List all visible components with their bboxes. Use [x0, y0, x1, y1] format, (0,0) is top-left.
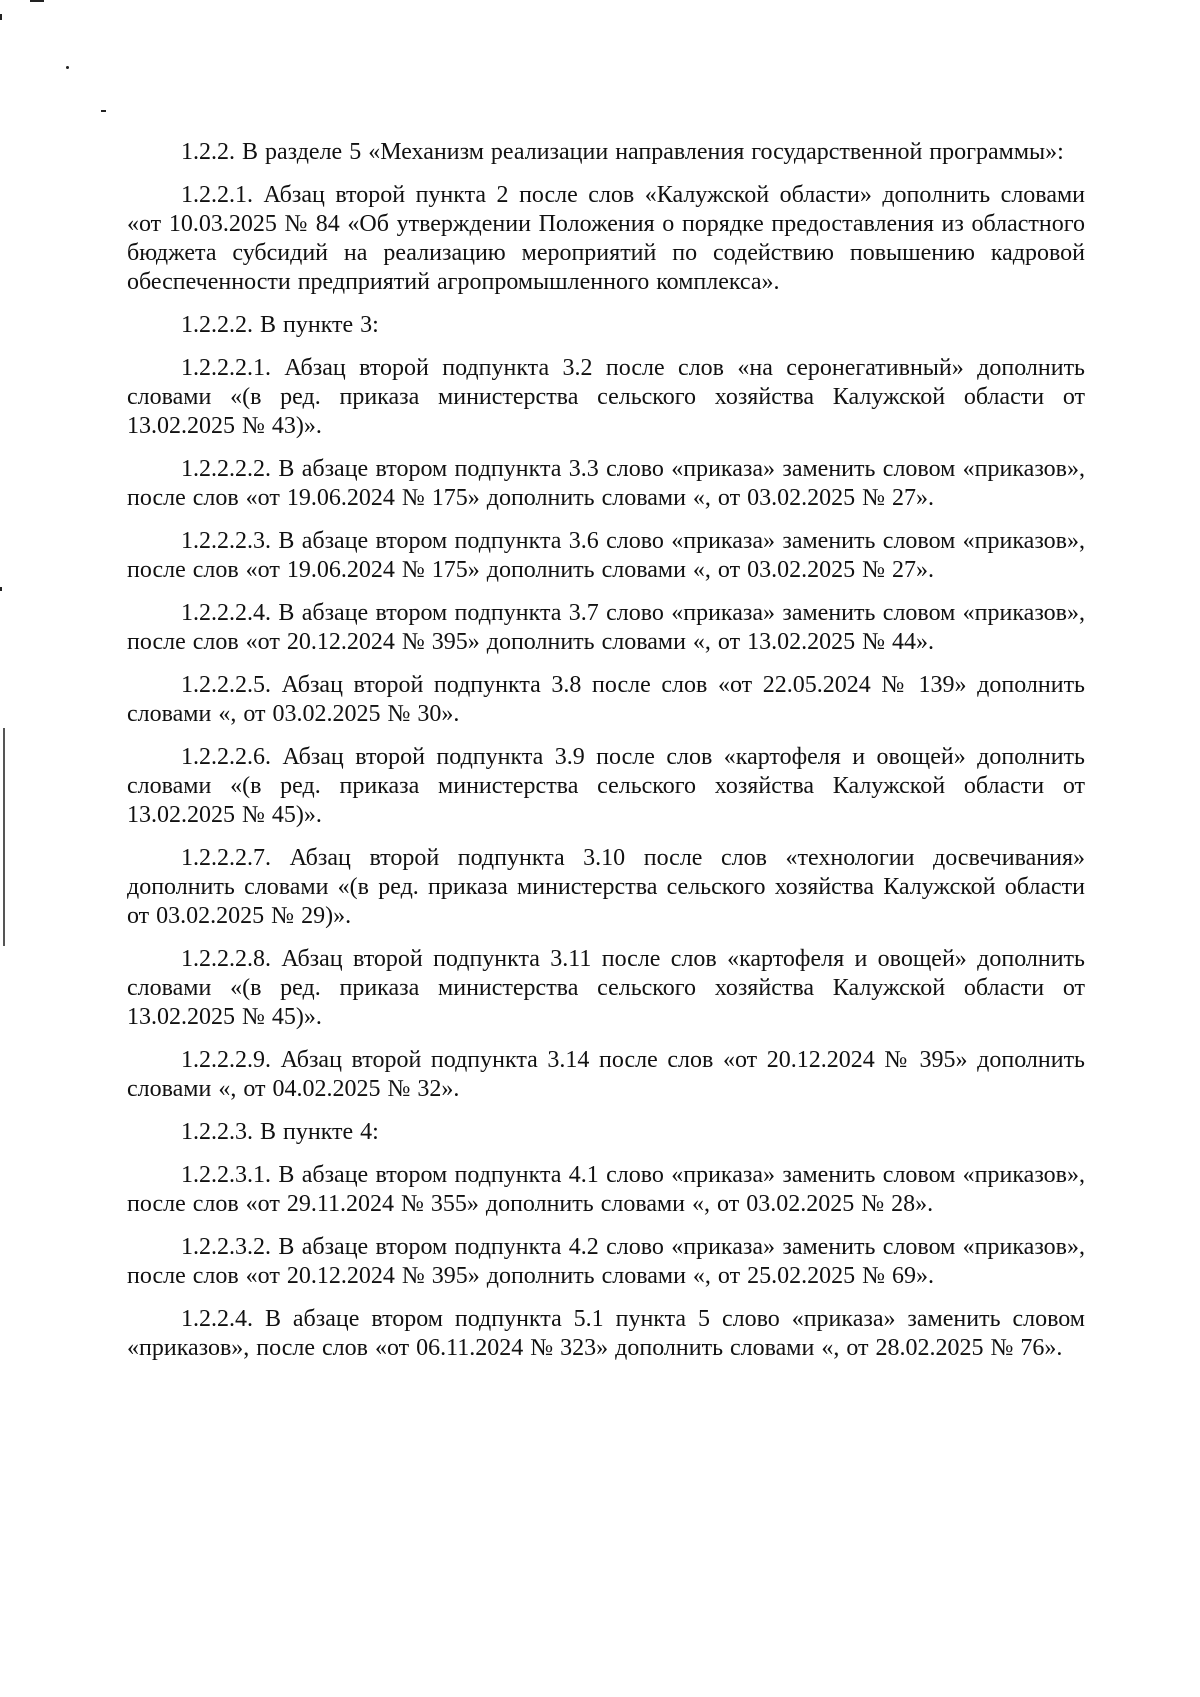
paragraph-1-2-2-4: 1.2.2.4. В абзаце втором подпункта 5.1 пункта 5 слово «приказа» заменить словом «приказов», после слов «от 06.11.2024 № 323» дополнить словами «, от 28.02.2025 № 76».	[127, 1306, 1085, 1361]
paragraph-1-2-2-2: 1.2.2.2. В пункте 3:	[181, 312, 379, 338]
paragraph-1-2-2-2-9: 1.2.2.2.9. Абзац второй подпункта 3.14 после слов «от 20.12.2024 № 395» дополнить словами «, от 04.02.2025 № 32».	[127, 1047, 1085, 1102]
paragraph-1-2-2-3-2: 1.2.2.3.2. В абзаце втором подпункта 4.2 слово «приказа» заменить словом «приказов», после слов «от 20.12.2024 № 395» дополнить словами «, от 25.02.2025 № 69».	[127, 1234, 1085, 1289]
paragraph-1-2-2-2-6: 1.2.2.2.6. Абзац второй подпункта 3.9 после слов «картофеля и овощей» дополнить словами «(в ред. приказа министерства сельского хозяйства Калужской области от 13.02.2025 № 45)».	[127, 744, 1085, 828]
paragraph-1-2-2-2-8: 1.2.2.2.8. Абзац второй подпункта 3.11 после слов «картофеля и овощей» дополнить словами «(в ред. приказа министерства сельского хозяйства Калужской области от 13.02.2025 № 45)».	[127, 946, 1085, 1030]
scan-artifact-margin-line	[3, 728, 5, 946]
paragraph-1-2-2-3-1: 1.2.2.3.1. В абзаце втором подпункта 4.1 слово «приказа» заменить словом «приказов», после слов «от 29.11.2024 № 355» дополнить словами «, от 03.02.2025 № 28».	[127, 1162, 1085, 1217]
document-page	[127, 138, 1085, 1377]
paragraph-1-2-2-3: 1.2.2.3. В пункте 4:	[181, 1119, 379, 1145]
paragraph-1-2-2-2-5: 1.2.2.2.5. Абзац второй подпункта 3.8 после слов «от 22.05.2024 № 139» дополнить словами «, от 03.02.2025 № 30».	[127, 672, 1085, 727]
paragraph-1-2-2-2-3: 1.2.2.2.3. В абзаце втором подпункта 3.6 слово «приказа» заменить словом «приказов», после слов «от 19.06.2024 № 175» дополнить словами «, от 03.02.2025 № 27».	[127, 528, 1085, 583]
paragraph-1-2-2-1: 1.2.2.1. Абзац второй пункта 2 после слов «Калужской области» дополнить словами «от 10.03.2025 № 84 «Об утверждении Положения о порядке предоставления из областного бюджета субсидий на реализацию мероприятий по содействию повышению кадровой обеспеченности предприятий агропромышленного комплекса».	[127, 182, 1085, 295]
scan-artifact-dot	[66, 66, 69, 69]
paragraph-1-2-2-2-4: 1.2.2.2.4. В абзаце втором подпункта 3.7 слово «приказа» заменить словом «приказов», после слов «от 20.12.2024 № 395» дополнить словами «, от 13.02.2025 № 44».	[127, 600, 1085, 655]
paragraph-1-2-2-2-1: 1.2.2.2.1. Абзац второй подпункта 3.2 после слов «на серонегативный» дополнить словами «(в ред. приказа министерства сельского хозяйства Калужской области от 13.02.2025 № 43)».	[127, 355, 1085, 439]
scan-artifact-dot	[101, 110, 106, 112]
scan-artifact-dash	[30, 0, 44, 2]
paragraph-1-2-2-2-7: 1.2.2.2.7. Абзац второй подпункта 3.10 после слов «технологии досвечивания» дополнить словами «(в ред. приказа министерства сельского хозяйства Калужской области от 03.02.2025 № 29)».	[127, 845, 1085, 929]
paragraph-1-2-2-2-2: 1.2.2.2.2. В абзаце втором подпункта 3.3 слово «приказа» заменить словом «приказов», после слов «от 19.06.2024 № 175» дополнить словами «, от 03.02.2025 № 27».	[127, 456, 1085, 511]
scan-artifact-tick	[0, 14, 2, 20]
paragraph-1-2-2: 1.2.2. В разделе 5 «Механизм реализации направления государственной программы»:	[181, 139, 1064, 165]
scan-artifact-tick	[0, 587, 2, 591]
